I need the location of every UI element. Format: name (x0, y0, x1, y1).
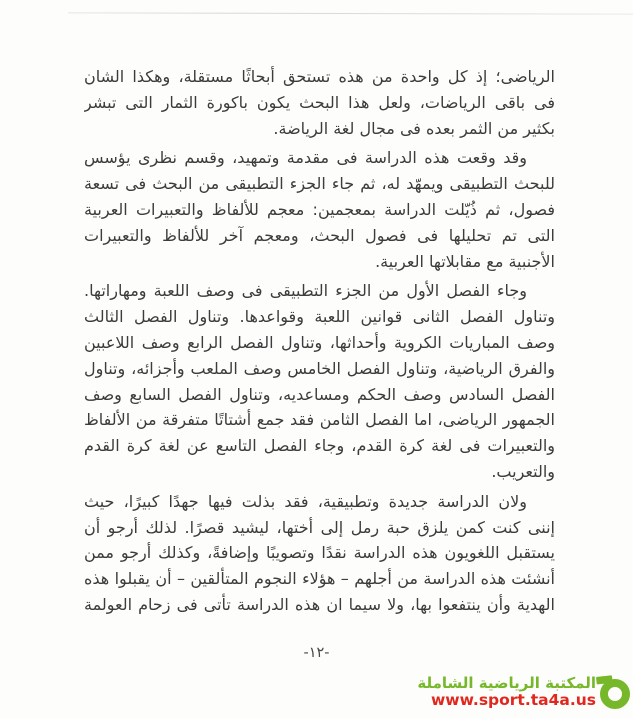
text-line: للبحث التطبيقى ويمهّد له، ثم جاء الجزء التطبيقى من البحث فى تسعة (84, 174, 555, 194)
text-line: وتناول الفصل الثانى قوانين اللعبة وقواعدها. وتناول الفصل الثالث (84, 307, 555, 327)
text-line: فى باقى الرياضات، ولعل هذا البحث يكون باكورة الثمار التى تبشر (84, 92, 555, 112)
text-line: الفصل السادس وصف الحكم ومساعديه، وتناول الفصل السابع وصف (84, 384, 555, 404)
paragraph (84, 145, 555, 274)
text-line: الرياضى؛ إذ كل واحدة من هذه تستحق أبحاثًا مستقلة، وهكذا الشان (84, 67, 555, 86)
text-line: وصف المباريات الكروية وأحداثها، وتناول الفصل الرابع وصف اللاعبين (84, 332, 555, 352)
text-line: الجمهور الرياضى، اما الفصل الثامن فقد جمع أشتاتًا متفرقة من الألفاظ (84, 410, 555, 430)
text-line: أنشئت هذه الدراسة من أجلهم – هؤلاء النجوم المتألقين – أن يقبلوا هذه (84, 569, 555, 589)
text-line: بكثير من الثمر بعده فى مجال لغة الرياضة. (273, 118, 555, 138)
text-line: ولان الدراسة جديدة وتطبيقية، فقد بذلت فيها جهدًا كبيرًا، حيث (84, 491, 527, 511)
text-line: يستقبل اللغويون هذه الدراسة نقدًا وتصويبًا وإضافةً، وكذلك أرجو ممن (84, 543, 555, 563)
library-watermark (417, 673, 632, 711)
text-line: والتعبيرات فى لغة كرة القدم، وجاء الفصل التاسع عن لغة كرة القدم (84, 436, 555, 456)
text-block (84, 64, 555, 622)
text-line: الأجنبية مع مقابلاتها العربية. (375, 251, 555, 271)
paragraph (84, 489, 555, 618)
text-line: التى تم تحليلها فى فصول البحث، ومعجم آخر للألفاظ والتعبيرات (84, 225, 555, 245)
scan-artifact-line (68, 12, 633, 14)
library-title: المكتبة الرياضية الشاملة (417, 674, 596, 692)
watermark-text (417, 675, 596, 709)
text-line: والتعريب. (491, 461, 555, 481)
library-url: www.sport.ta4a.us (430, 691, 596, 709)
text-line: والفرق الرياضية، وتناول الفصل الخامس وصف الملعب وأجزائه، وتناول (84, 358, 555, 378)
paragraph (84, 278, 555, 484)
text-line: إننى كنت كمن يلزق حبة رمل إلى أختها، ليشيد قصرًا. لذلك أرجو أن (84, 517, 555, 537)
paragraph (84, 64, 555, 141)
text-line: وجاء الفصل الأول من الجزء التطبيقى فى وصف اللعبة ومهاراتها. (84, 281, 527, 301)
page-number: -١٢- (303, 645, 330, 661)
text-line: وقد وقعت هذه الدراسة فى مقدمة وتمهيد، وقسم نظرى يؤسس (84, 148, 527, 168)
library-logo-icon (596, 673, 630, 711)
text-line: الهدية وأن ينتفعوا بها، ولا سيما ان هذه الدراسة تأتى فى زحام العولمة (84, 594, 555, 614)
text-line: فصول، ثم ذُيّلت الدراسة بمعجمين: معجم للألفاظ والتعبيرات العربية (84, 199, 555, 219)
